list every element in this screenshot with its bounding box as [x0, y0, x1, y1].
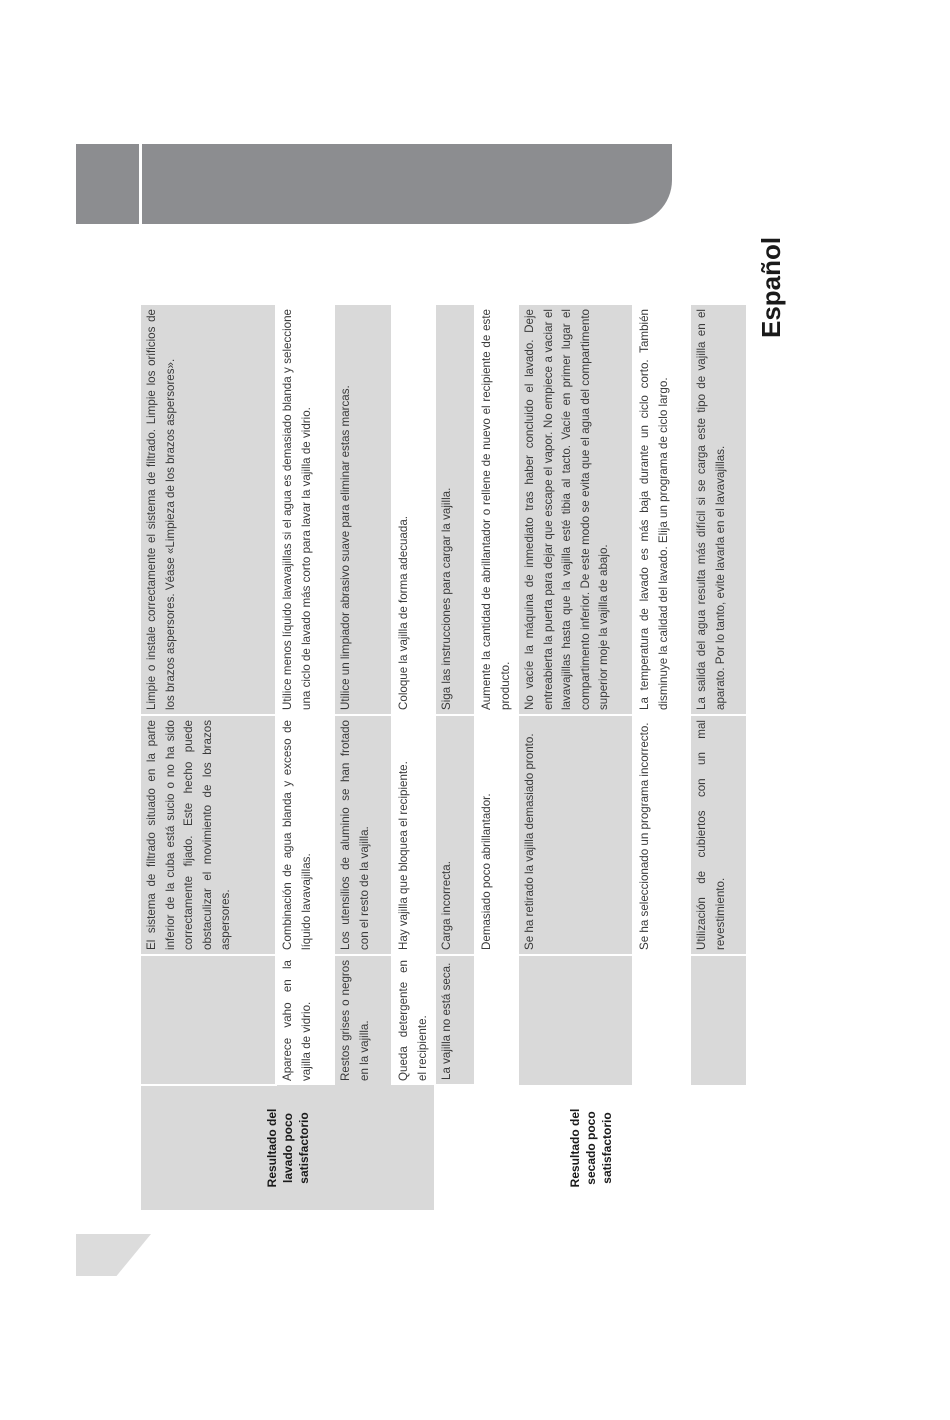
table-row	[392, 305, 435, 1210]
solution-cell: Siga las instrucciones para cargar la vajilla.	[435, 305, 475, 715]
cause-cell: Demasiado poco abrillantador.	[475, 715, 518, 955]
problem-cell	[690, 955, 747, 1085]
category-cell: Resultado del lavado poco satisfactorio	[141, 1085, 435, 1210]
troubleshooting-table-container	[141, 305, 745, 1210]
problem-cell: Aparece vaho en la vajilla de vidrio.	[276, 955, 334, 1085]
header-bar	[142, 144, 672, 224]
solution-cell: Limpie o instale correctamente el sistema de filtrado. Limpie los orificios de los brazos aspersores. Véase «Limpieza de los brazos aspersores».	[141, 305, 276, 715]
header-tab-small	[76, 144, 139, 224]
table-row	[276, 305, 334, 1210]
table-row	[334, 305, 392, 1210]
troubleshooting-table-rotated	[141, 305, 745, 1210]
solution-cell: Coloque la vajilla de forma adecuada.	[392, 305, 435, 715]
table-row	[690, 305, 747, 1210]
solution-cell: La salida del agua resulta más difícil si se carga este tipo de vajilla en el aparato. Por lo tanto, evite lavarla en el lavavajillas.	[690, 305, 747, 715]
cause-cell: Carga incorrecta.	[435, 715, 475, 955]
table-row	[518, 305, 633, 1210]
troubleshooting-table	[141, 305, 748, 1210]
cause-cell: Se ha retirado la vajilla demasiado pronto.	[518, 715, 633, 955]
solution-cell: Utilice menos líquido lavavajillas si el agua es demasiado blanda y seleccione una ciclo de lavado más corto para lavar la vajilla de vidrio.	[276, 305, 334, 715]
language-label: Español	[756, 236, 786, 338]
solution-cell: Aumente la cantidad de abrillantador o rellene de nuevo el recipiente de este producto.	[475, 305, 518, 715]
solution-cell: No vacíe la máquina de inmediato tras haber concluido el lavado. Deje entreabierta la puerta para dejar que escape el vapor. No empiece a vaciar el lavavajillas hasta que la vajilla esté tibia al tacto. Vacíe en primer lugar el compartimento inferior. De este modo se evita que el agua del compartimento superior moje la vajilla de abajo.	[518, 305, 633, 715]
problem-cell	[141, 955, 276, 1085]
table-row	[633, 305, 690, 1210]
cause-cell: Hay vajilla que bloquea el recipiente.	[392, 715, 435, 955]
page-corner-mark	[76, 1234, 151, 1276]
problem-cell	[475, 955, 518, 1085]
problem-cell	[518, 955, 633, 1085]
cause-cell: Utilización de cubiertos con un mal revestimiento.	[690, 715, 747, 955]
table-row	[141, 305, 276, 1210]
cause-cell: Se ha seleccionado un programa incorrecto.	[633, 715, 690, 955]
cause-cell: El sistema de filtrado situado en la parte inferior de la cuba está sucio o no ha sido correctamente fijado. Este hecho puede obstaculizar el movimiento de los brazos aspersores.	[141, 715, 276, 955]
cause-cell: Los utensilios de aluminio se han frotado con el resto de la vajilla.	[334, 715, 392, 955]
problem-cell: Queda detergente en el recipiente.	[392, 955, 435, 1085]
problem-cell	[633, 955, 690, 1085]
cause-cell: Combinación de agua blanda y exceso de líquido lavavajillas.	[276, 715, 334, 955]
solution-cell: Utilice un limpiador abrasivo suave para eliminar estas marcas.	[334, 305, 392, 715]
table-row	[435, 305, 475, 1210]
table-row	[475, 305, 518, 1210]
problem-cell: La vajilla no está seca.	[435, 955, 475, 1085]
category-cell: Resultado del secado poco satisfactorio	[435, 1085, 747, 1210]
solution-cell: La temperatura de lavado es más baja durante un ciclo corto. También disminuye la calidad del lavado. Elija un programa de ciclo largo.	[633, 305, 690, 715]
problem-cell: Restos grises o negros en la vajilla.	[334, 955, 392, 1085]
